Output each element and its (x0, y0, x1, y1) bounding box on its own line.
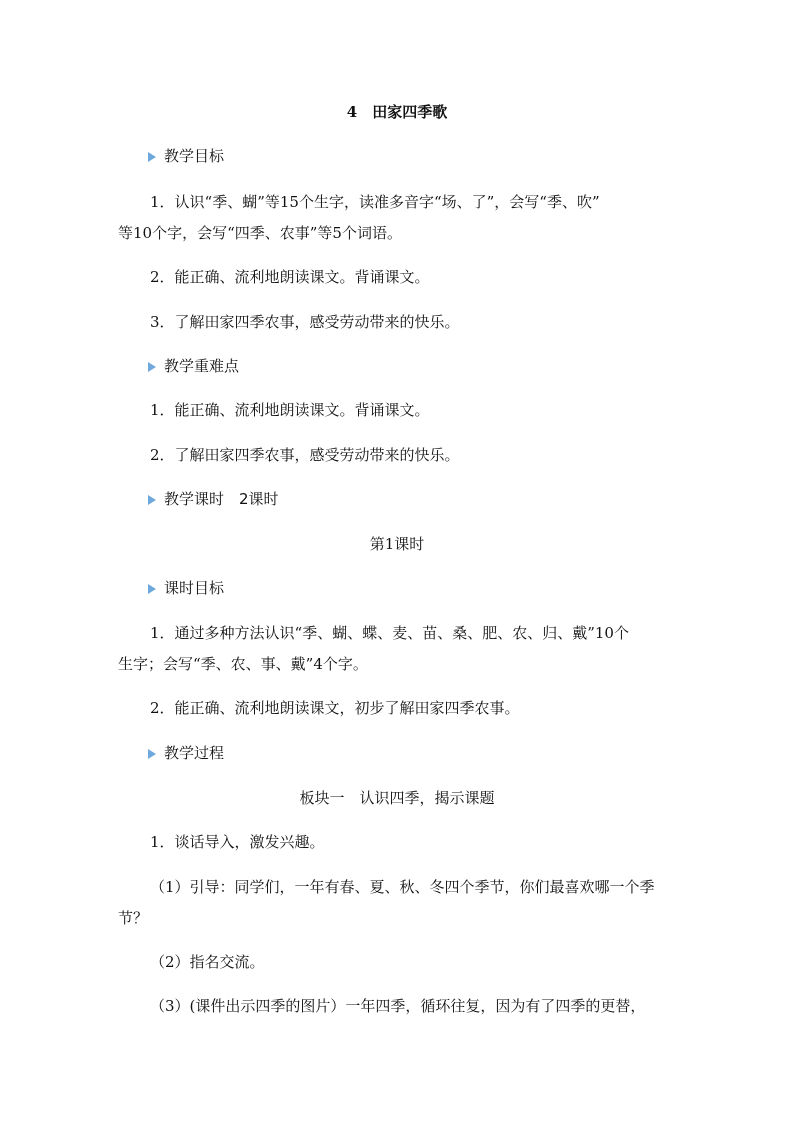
section-heading-lesson-goals: 课时目标 (148, 578, 224, 598)
keypoint-1: 1．能正确、流利地朗读课文。背诵课文。 (150, 401, 430, 419)
lesson-goal-2: 2．能正确、流利地朗读课文，初步了解田家四季农事。 (150, 699, 520, 717)
goal-3: 3．了解田家四季农事，感受劳动带来的快乐。 (150, 313, 460, 331)
goal-1-line-1: 1．认识“季、蝴”等15个生字，读准多音字“场、了”，会写“季、吹” (150, 193, 600, 211)
triangle-marker-icon (148, 495, 156, 505)
goal-2: 2．能正确、流利地朗读课文。背诵课文。 (150, 268, 430, 286)
section-heading-keypoints: 教学重难点 (148, 356, 239, 376)
step-1-2: （2）指名交流。 (150, 953, 265, 971)
lesson-goal-1-line-2: 生字；会写“季、农、事、戴”4个字。 (118, 655, 368, 673)
step-1: 1．谈话导入，激发兴趣。 (150, 833, 325, 851)
page-title: 4 田家四季歌 (346, 103, 448, 121)
step-1-3: （3）(课件出示四季的图片）一年四季，循环往复，因为有了四季的更替， (150, 997, 646, 1015)
section-heading-process: 教学过程 (148, 743, 224, 763)
lesson-goal-1-line-1: 1．通过多种方法认识“季、蝴、蝶、麦、苗、桑、肥、农、归、戴”10个 (150, 624, 629, 642)
triangle-marker-icon (148, 152, 156, 162)
section-heading-hours: 教学课时 2课时 (148, 489, 279, 509)
triangle-marker-icon (148, 584, 156, 594)
triangle-marker-icon (148, 362, 156, 372)
step-1-1-line-2: 节？ (118, 909, 149, 927)
lesson-1-title: 第1课时 (369, 535, 425, 553)
step-1-1-line-1: （1）引导：同学们，一年有春、夏、秋、冬四个季节，你们最喜欢哪一个季 (150, 878, 655, 896)
triangle-marker-icon (148, 749, 156, 759)
block-1-title: 板块一 认识四季，揭示课题 (299, 789, 495, 807)
keypoint-2: 2．了解田家四季农事，感受劳动带来的快乐。 (150, 446, 460, 464)
goal-1-line-2: 等10个字，会写“四季、农事”等5个词语。 (118, 224, 402, 242)
section-heading-goals: 教学目标 (148, 146, 224, 166)
